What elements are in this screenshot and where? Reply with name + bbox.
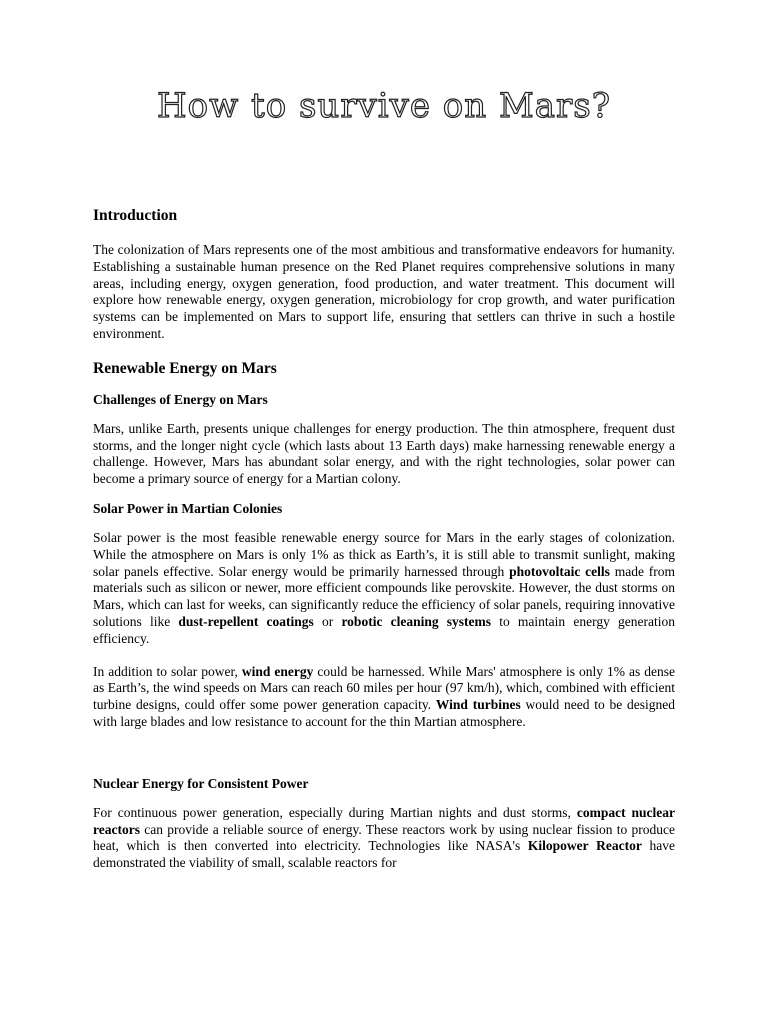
challenges-paragraph: Mars, unlike Earth, presents unique challenges for energy production. The thin atmosphere, frequent dust storms, and the longer night cycle (which lasts about 13 Earth days) make harnessing renewable energy a challenge. However, Mars has abundant solar energy, and with the right technologies, solar power can become a primary source of energy for a Martian colony. xyxy=(93,420,675,487)
wind-turbines-term: Wind turbines xyxy=(435,697,521,713)
nuclear-paragraph: For continuous power generation, especially during Martian nights and dust storms, compact nuclear reactors can provide a reliable source of energy. These reactors work by using nuclear fission to produce heat, which is then converted into electricity. Technologies like NASA's Kilopower Reactor have demonstrated the viability of small, scalable reactors for xyxy=(93,804,676,871)
document-title: How to survive on Mars? xyxy=(157,86,611,126)
wind-energy-term: wind energy xyxy=(241,663,314,679)
wind-paragraph: In addition to solar power, wind energy could be harnessed. While Mars' atmosphere is only 1% as dense as Earth’s, the wind speeds on Mars can reach 60 miles per hour (97 km/h), which, combined with efficient turbine designs, could offer some power generation capacity. Wind turbines would need to be designed with large blades and low resistance to account for the thin Martian atmosphere. xyxy=(93,663,676,729)
solar-paragraph: Solar power is the most feasible renewable energy source for Mars in the early stages of colonization. While the atmosphere on Mars is only 1% as thick as Earth’s, it is still able to transmit sunlight, making solar panels effective. Solar energy would be primarily harnessed through photovoltaic cells made from materials such as silicon or newer, more efficient compounds like perovskite. However, the dust storms on Mars, which can last for weeks, can significantly reduce the efficiency of solar panels, requiring innovative solutions like dust-repellent coatings or robotic cleaning systems to maintain energy generation efficiency. xyxy=(93,529,675,646)
compact-reactors-term: compact nuclear reactors xyxy=(93,804,675,837)
intro-paragraph: The colonization of Mars represents one of the most ambitious and transformative endeavors for humanity. Establishing a sustainable human presence on the Red Planet requires comprehensive solutions in many areas, including energy, oxygen generation, food production, and water treatment. This document will explore how renewable energy, oxygen generation, microbiology for crop growth, and water purification systems can be implemented on Mars to support life, ensuring that settlers can thrive in such a hostile environment. xyxy=(93,242,675,341)
kilopower-term: Kilopower Reactor xyxy=(527,838,642,854)
solar-heading: Solar Power in Martian Colonies xyxy=(93,500,283,516)
challenges-heading: Challenges of Energy on Mars xyxy=(93,391,268,407)
intro-heading: Introduction xyxy=(93,207,178,224)
document-body xyxy=(93,206,675,872)
nuclear-heading: Nuclear Energy for Consistent Power xyxy=(93,775,309,791)
dust-coatings-term: dust-repellent coatings xyxy=(178,613,314,629)
renewable-heading: Renewable Energy on Mars xyxy=(93,359,277,377)
robotic-cleaning-term: robotic cleaning systems xyxy=(341,613,492,629)
photovoltaic-term: photovoltaic cells xyxy=(509,563,610,579)
